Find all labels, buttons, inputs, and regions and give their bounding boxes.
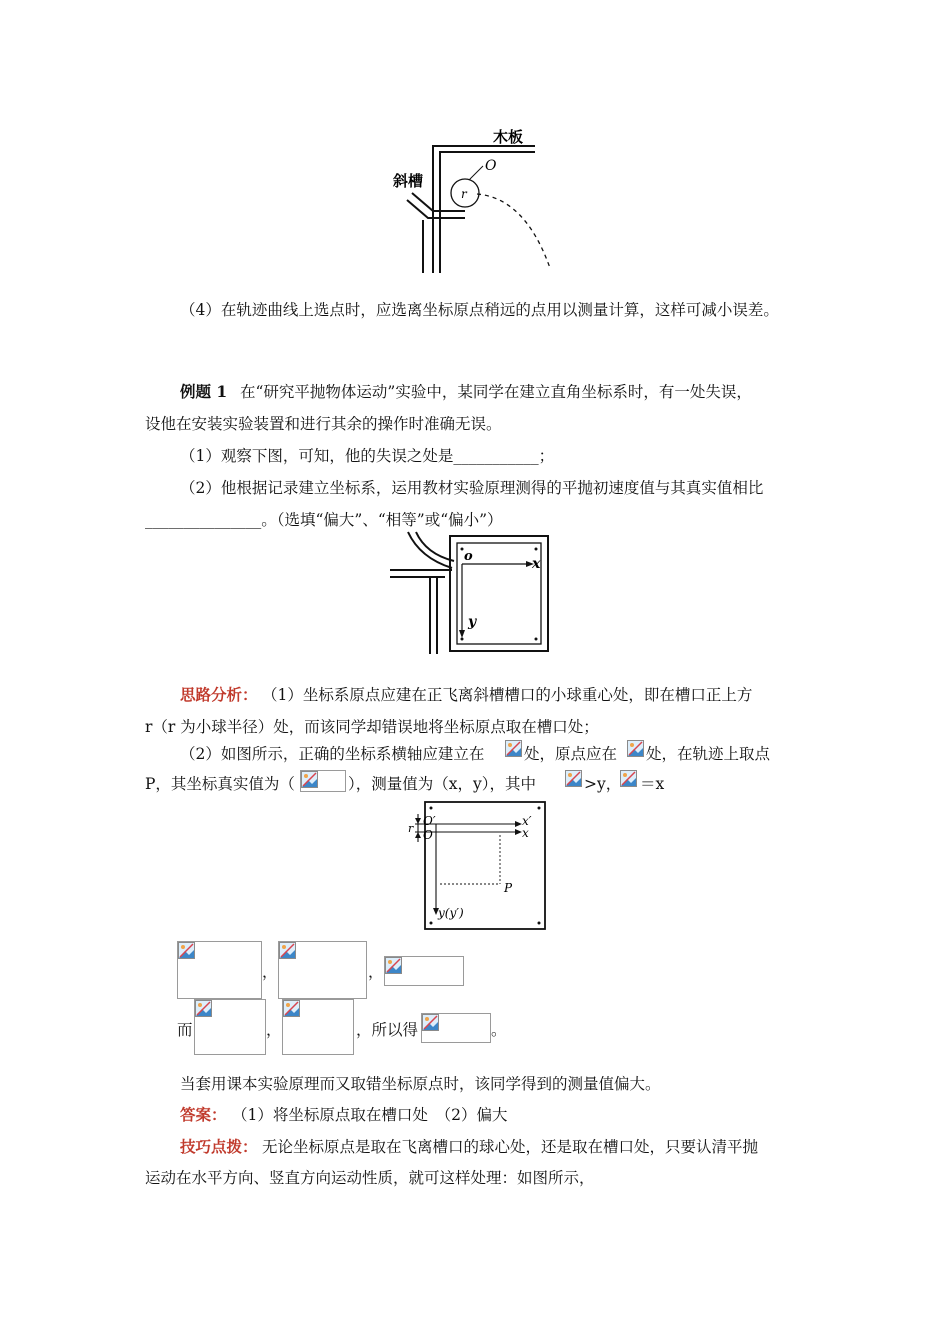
eq-comma-2: ， <box>368 963 384 981</box>
image-placeholder <box>300 770 346 792</box>
equation-image <box>278 941 367 999</box>
equation-image <box>177 941 262 999</box>
equation-image <box>384 956 464 986</box>
fig3-x: x <box>522 826 529 840</box>
answer-text: （1）将坐标原点取在槽口处 （2）偏大 <box>232 1106 508 1124</box>
fig3-p: P <box>504 881 513 895</box>
tip-line2: 运动在水平方向、竖直方向运动性质，就可这样处理：如图所示， <box>145 1169 595 1187</box>
broken-image-icon <box>178 942 195 959</box>
broken-image-icon <box>565 770 582 787</box>
chute-label: 斜槽 <box>393 172 424 190</box>
analysis-p3-a: P，其坐标真实值为（ <box>145 775 295 793</box>
board-label: 木板 <box>493 128 524 146</box>
eq-period: 。 <box>491 1021 507 1039</box>
apparatus-figure <box>385 128 565 276</box>
broken-image-icon <box>283 1000 300 1017</box>
fig2-origin: o <box>464 549 473 564</box>
equation-image <box>421 1013 491 1043</box>
fig3-x-prime: x′ <box>522 814 532 828</box>
eq-so: ，所以得 <box>356 1021 419 1039</box>
analysis-p3-c: >y， <box>584 775 622 793</box>
eq-comma-3: ， <box>266 1021 282 1039</box>
broken-image-icon <box>505 740 522 757</box>
fig2-y: y <box>468 614 477 630</box>
analysis-p2-b: 处，原点应在 <box>524 745 618 763</box>
broken-image-icon <box>195 1000 212 1017</box>
answer-label: 答案： <box>180 1105 227 1124</box>
tip-label: 技巧点拨： <box>180 1137 258 1156</box>
eq-er: 而 <box>177 1021 193 1039</box>
fig2-x: x <box>532 556 541 572</box>
correct-origin-figure <box>408 800 548 932</box>
tip-line1: 无论坐标原点是取在飞离槽口的球心处，还是取在槽口处，只要认清平抛 <box>262 1138 759 1156</box>
broken-image-icon <box>301 771 318 788</box>
wrong-origin-figure <box>390 530 560 655</box>
eq-comma-1: ， <box>262 963 278 981</box>
broken-image-icon <box>627 740 644 757</box>
example-title: 例题 1 <box>180 382 228 401</box>
question-2-line2: _______________。（选填“偏大”、“相等”或“偏小”） <box>145 511 503 529</box>
fig3-y-axis: y(y′) <box>438 906 464 920</box>
analysis-p3-d: ＝x <box>640 775 665 793</box>
question-1: （1）观察下图，可知，他的失误之处是___________； <box>180 447 555 465</box>
example-line2: 设他在安装实验装置和进行其余的操作时准确无误。 <box>145 415 502 433</box>
analysis-p1-line2: r（r 为小球半径）处，而该同学却错误地将坐标原点取在槽口处； <box>145 718 599 736</box>
equation-image <box>194 999 266 1055</box>
broken-image-icon <box>279 942 296 959</box>
analysis-p1-line1: （1）坐标系原点应建在正飞离斜槽槽口的小球重心处，即在槽口正上方 <box>262 686 753 704</box>
radius-label: r <box>461 187 467 201</box>
analysis-p2-c: 处，在轨迹上取点 <box>646 745 771 763</box>
question-2-line1: （2）他根据记录建立坐标系，运用教材实验原理测得的平抛初速度值与其真实值相比 <box>180 479 764 497</box>
broken-image-icon <box>422 1014 439 1031</box>
analysis-p2-a: （2）如图所示，正确的坐标系横轴应建立在 <box>180 745 485 763</box>
broken-image-icon <box>385 957 402 974</box>
equation-image <box>282 999 354 1055</box>
note-4: （4）在轨迹曲线上选点时，应选离坐标原点稍远的点用以测量计算，这样可减小误差。 <box>180 301 779 319</box>
example-line1: 在“研究平抛物体运动”实验中，某同学在建立直角坐标系时，有一处失误， <box>240 383 752 401</box>
fig3-o: O <box>423 828 433 842</box>
origin-label: O <box>485 158 497 174</box>
analysis-label: 思路分析： <box>180 685 258 704</box>
fig3-r: r <box>408 822 414 835</box>
broken-image-icon <box>620 770 637 787</box>
analysis-p3-b: ），测量值为（x，y），其中 <box>348 775 536 793</box>
conclusion: 当套用课本实验原理而又取错坐标原点时，该同学得到的测量值偏大。 <box>180 1075 661 1093</box>
fig3-o-prime: O′ <box>423 814 436 828</box>
